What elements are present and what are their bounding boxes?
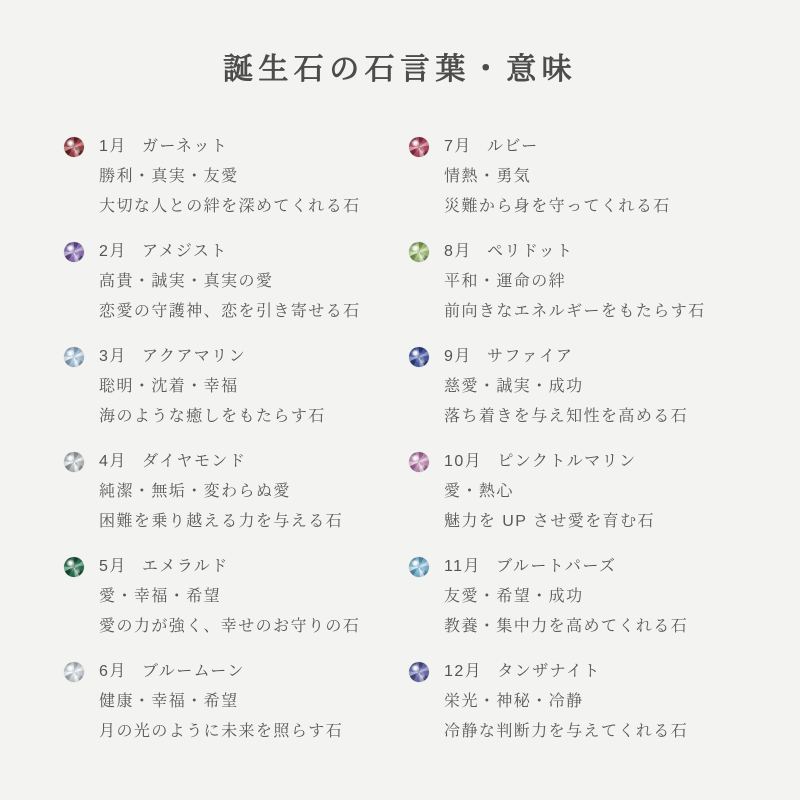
stone-keywords: 栄光・神秘・冷静 [444,693,584,710]
month-and-stone [444,552,688,582]
stone-meaning: 月の光のように未来を照らす石 [99,723,344,740]
birthstone-item-may [64,552,409,642]
month-label: 9月 [444,348,472,365]
stone-keywords: 愛・幸福・希望 [99,588,222,605]
stone-meaning: 海のような癒しをもたらす石 [99,408,326,425]
month-and-stone [99,552,360,582]
blue-topaz-gem-icon [409,557,429,577]
stone-meaning: 災難から身を守ってくれる石 [444,198,671,215]
stone-meaning: 大切な人との絆を深めてくれる石 [99,198,361,215]
stone-keywords: 健康・幸福・希望 [99,693,239,710]
month-label: 7月 [444,138,472,155]
birthstone-item-august [409,237,755,327]
month-and-stone [444,132,671,162]
stone-name: ブルートパーズ [496,558,617,575]
birthstone-item-february [64,237,409,327]
stone-keywords: 高貴・誠実・真実の愛 [99,273,274,290]
stone-keywords: 友愛・希望・成功 [444,588,584,605]
month-label: 2月 [99,243,127,260]
column-left [64,132,409,762]
month-label: 1月 [99,138,127,155]
month-and-stone [444,447,655,477]
stone-name: エメラルド [141,558,229,575]
stone-keywords: 慈愛・誠実・成功 [444,378,584,395]
stone-name: ブルームーン [141,663,245,680]
month-and-stone [99,447,343,477]
month-and-stone [99,237,361,267]
month-label: 10月 [444,453,483,470]
stone-name: ガーネット [141,138,229,155]
birthstone-item-october [409,447,755,537]
stone-meaning: 冷静な判断力を与えてくれる石 [444,723,689,740]
month-and-stone [99,342,326,372]
column-right [409,132,755,762]
month-label: 11月 [444,558,481,575]
stone-meaning: 前向きなエネルギーをもたらす石 [444,303,706,320]
month-label: 3月 [99,348,127,365]
tanzanite-gem-icon [409,662,429,682]
stone-name: ダイヤモンド [141,453,247,470]
stone-name: ペリドット [486,243,574,260]
peridot-gem-icon [409,242,429,262]
garnet-gem-icon [64,137,84,157]
amethyst-gem-icon [64,242,84,262]
birthstone-item-september [409,342,755,432]
birthstone-item-april [64,447,409,537]
stone-name: アメジスト [141,243,228,260]
aquamarine-gem-icon [64,347,84,367]
month-and-stone [444,237,706,267]
bluemoon-gem-icon [64,662,84,682]
stone-name: ピンクトルマリン [497,453,637,470]
stone-keywords: 純潔・無垢・変わらぬ愛 [99,483,291,500]
stone-meaning: 愛の力が強く、幸せのお守りの石 [99,618,361,635]
month-and-stone [99,657,343,687]
stone-keywords: 平和・運命の絆 [444,273,567,290]
pink-tourmaline-gem-icon [409,452,429,472]
month-label: 6月 [99,663,127,680]
birthstone-item-january [64,132,409,222]
month-and-stone [444,342,688,372]
birthstone-item-november [409,552,755,642]
stone-meaning: 教養・集中力を高めてくれる石 [444,618,689,635]
stone-name: アクアマリン [141,348,247,365]
stone-meaning: 困難を乗り越える力を与える石 [99,513,344,530]
stone-name: タンザナイト [497,663,601,680]
month-and-stone [99,132,361,162]
month-label: 5月 [99,558,127,575]
month-label: 12月 [444,663,483,680]
diamond-gem-icon [64,452,84,472]
emerald-gem-icon [64,557,84,577]
birthstone-item-december [409,657,755,747]
birthstone-item-march [64,342,409,432]
stone-keywords: 愛・熱心 [444,483,514,500]
month-label: 8月 [444,243,472,260]
page-title: 誕生石の石言葉・意味 [223,53,577,86]
stone-meaning: 落ち着きを与え知性を高める石 [444,408,689,425]
birthstone-item-june [64,657,409,747]
stone-meaning: 恋愛の守護神、恋を引き寄せる石 [99,303,361,320]
ruby-gem-icon [409,137,429,157]
birthstone-item-july [409,132,755,222]
stone-keywords: 情熱・勇気 [444,168,532,185]
stone-name: ルビー [486,138,539,155]
month-and-stone [444,657,688,687]
sapphire-gem-icon [409,347,429,367]
stone-name: サファイア [486,348,574,365]
stone-meaning: 魅力を UP させ愛を育む石 [444,513,655,530]
birthstone-grid [0,132,800,762]
month-label: 4月 [99,453,127,470]
stone-keywords: 勝利・真実・友愛 [99,168,239,185]
stone-keywords: 聡明・沈着・幸福 [99,378,239,395]
